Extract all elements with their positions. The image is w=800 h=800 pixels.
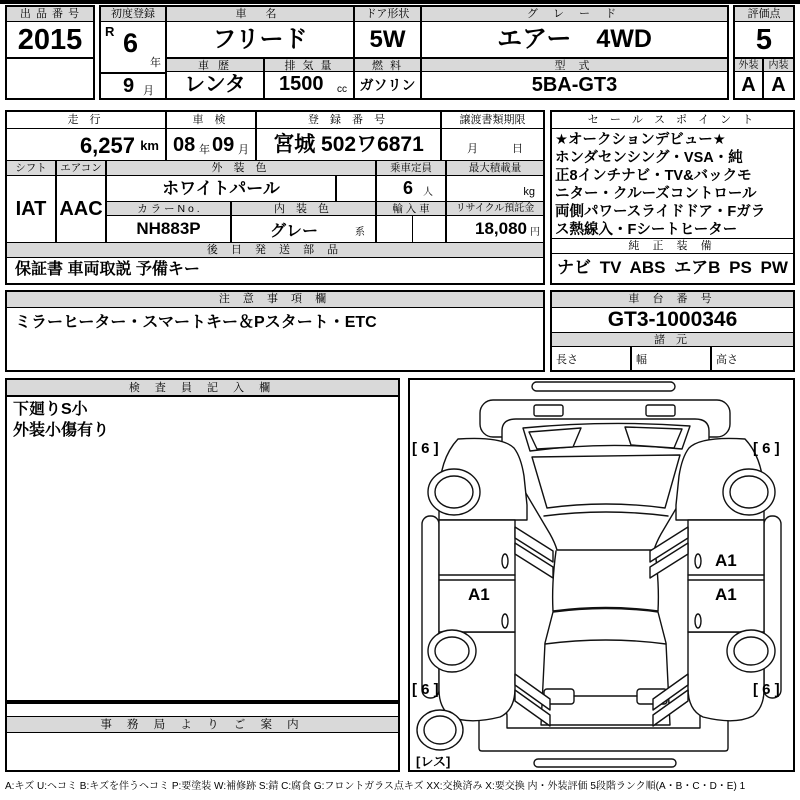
oem-equipment-value: ナビ TV ABS エアB PS PW — [557, 258, 788, 277]
capacity-cell — [377, 176, 447, 201]
later-parts-value: 保証書 車両取説 予備キー — [15, 261, 200, 278]
history-value: レンタ — [167, 72, 265, 98]
ext-color-sub-cell — [337, 176, 377, 201]
recycle-value: 18,080 — [475, 219, 527, 238]
car-name-label: 車 名 — [167, 7, 355, 22]
notes-text: ミラーヒーター・スマートキー＆Pスタート・ETC — [15, 314, 377, 331]
interior-grade-label: 内装 — [764, 57, 793, 72]
displacement-label: 排 気 量 — [265, 57, 355, 72]
shift-label: シフト — [7, 160, 57, 176]
recycle-unit: 円 — [530, 227, 540, 238]
car-diagram-svg — [410, 380, 793, 770]
fuel-label: 燃 料 — [355, 57, 422, 72]
payload-unit: kg — [523, 186, 535, 198]
capacity-value: 6 — [403, 178, 414, 198]
tire-depth-rear-right: [ 6 ] — [753, 681, 780, 698]
legend-text: A:キズ U:ヘコミ B:キズを伴うヘコミ P:要塗装 W:補修跡 S:錆 C:腐食 G:フロントガラス点キズ XX:交換済み X:要交換 内・外装評価 5段階ランク順(A・B・C・D・E) 1 — [5, 781, 746, 792]
vehicle-header-box — [99, 5, 729, 100]
chassis-box — [550, 290, 795, 372]
wheel-front-right-inner — [730, 476, 768, 508]
import-cell — [377, 216, 447, 242]
tire-depth-rear-left: [ 6 ] — [412, 681, 439, 698]
aircon-label: エアコン — [57, 160, 107, 176]
auction-number-label: 出 品 番 号 — [7, 7, 93, 22]
rear-bottom-bar — [534, 759, 676, 767]
door-handle-left-rear — [502, 614, 508, 628]
door-shape-value: 5W — [355, 22, 422, 57]
spec-height-label: 高さ — [716, 354, 738, 366]
sales-line: 正8インチナビ・TV&バックモ — [555, 168, 752, 184]
notes-box — [5, 290, 545, 372]
spare-tire-label: [レス] — [416, 754, 451, 769]
displacement-value: 1500 — [279, 73, 324, 95]
recycle-cell — [447, 216, 543, 242]
payload-label: 最大積載量 — [447, 160, 543, 176]
capacity-unit: 人 — [423, 187, 433, 198]
front-lamp-left — [534, 405, 563, 416]
score-label: 評価点 — [735, 7, 793, 22]
fuel-value: ガソリン — [355, 72, 422, 98]
front-lamp-right — [646, 405, 675, 416]
office-box — [5, 702, 400, 772]
hood-panel — [532, 455, 680, 508]
mileage-value: 6,257 — [79, 133, 135, 158]
transfer-cell — [442, 129, 543, 160]
model-code-label: 型 式 — [422, 57, 727, 72]
int-color-suffix: 系 — [355, 227, 365, 238]
sill-right — [764, 516, 781, 698]
exterior-grade-value: A — [735, 72, 764, 98]
roof-side-right — [655, 551, 658, 611]
mid-rule — [0, 0, 800, 4]
door-shape-label: ドア形状 — [355, 7, 422, 22]
wheel-front-left-inner — [435, 476, 473, 508]
notes-label: 注 意 事 項 欄 — [7, 292, 543, 308]
transfer-label: 譲渡書類期限 — [442, 112, 543, 129]
reg-no-label: 登 録 番 号 — [257, 112, 442, 129]
inspector-box — [5, 378, 400, 702]
sales-points-label: セ ー ル ス ポ イ ン ト — [552, 112, 793, 129]
door-handle-right-front — [695, 554, 701, 568]
wiper-zone-right — [625, 427, 682, 448]
spec-length-cell — [552, 347, 632, 370]
tire-depth-front-right: [ 6 ] — [753, 440, 780, 457]
first-reg-month-cell — [101, 72, 167, 98]
inspection-label: 車 検 — [167, 112, 257, 129]
ext-color-value: ホワイトパール — [107, 176, 337, 201]
reg-no-value: 宮城 502ワ6871 — [257, 129, 442, 160]
recycle-label: リサイクル預託金 — [447, 201, 543, 216]
mileage-unit: km — [140, 138, 159, 153]
displacement-unit: cc — [337, 84, 347, 95]
inspector-label: 検 査 員 記 入 欄 — [7, 380, 398, 397]
first-reg-year-unit: 年 — [150, 57, 161, 69]
color-no-value: NH883P — [107, 216, 232, 242]
score-value: 5 — [755, 24, 773, 56]
inspection-year-unit: 年 — [199, 144, 210, 156]
spec-length-label: 長さ — [556, 354, 578, 366]
color-no-label: カ ラ ー N o . — [107, 201, 232, 216]
transfer-day-label: 日 — [512, 143, 523, 155]
int-color-cell — [232, 216, 377, 242]
mileage-label: 走 行 — [7, 112, 167, 129]
first-reg-year: 6 — [123, 28, 139, 58]
import-cell-divider — [412, 216, 413, 242]
model-code-value: 5BA-GT3 — [531, 74, 618, 96]
car-name-value: フリード — [167, 22, 355, 57]
spec-label: 諸 元 — [552, 332, 793, 347]
first-reg-label: 初度登録 — [101, 7, 167, 22]
inspector-notes — [7, 397, 398, 700]
vehicle-info-box — [5, 110, 545, 285]
shift-value: IAT — [7, 176, 57, 242]
exterior-grade-label: 外装 — [735, 57, 764, 72]
score-box — [733, 5, 795, 100]
wiper-zone-left — [529, 428, 581, 449]
history-label: 車 歴 — [167, 57, 265, 72]
ext-color-label: 外 装 色 — [107, 160, 377, 176]
displacement-cell — [265, 72, 355, 98]
inspection-cell — [167, 129, 257, 160]
spare-tire-inner — [424, 716, 456, 744]
auction-number-empty-cell — [7, 57, 93, 98]
import-label: 輸 入 車 — [377, 201, 447, 216]
sales-line: ★オークションデビュー★ — [555, 132, 726, 148]
int-color-value: グレー — [270, 223, 319, 240]
first-reg-year-cell — [101, 22, 167, 72]
aircon-value: AAC — [57, 176, 107, 242]
auction-number-box — [5, 5, 95, 100]
grade-value: エアー 4WD — [497, 25, 652, 53]
wheel-rear-right-inner — [734, 637, 768, 665]
chassis-value: GT3-1000346 — [607, 308, 738, 331]
transfer-month-label: 月 — [467, 143, 478, 155]
door-handle-left-front — [502, 554, 508, 568]
payload-cell — [447, 176, 543, 201]
sales-line: ホンダセンシング・VSA・純 — [555, 150, 743, 166]
sales-line: ス熱線入・Fシートヒーター — [555, 222, 738, 238]
mileage-cell — [7, 129, 167, 160]
front-roof-bar — [532, 382, 675, 391]
grade-label: グ レ ー ド — [422, 7, 727, 22]
door-handle-right-rear — [695, 614, 701, 628]
spec-width-cell — [632, 347, 712, 370]
interior-grade-value: A — [771, 74, 786, 96]
damage-mark: A1 — [468, 585, 490, 604]
inspector-note-line: 外装小傷有り — [13, 422, 110, 439]
inspector-note-line: 下廻りS小 — [13, 401, 88, 418]
capacity-label: 乗車定員 — [377, 160, 447, 176]
first-reg-era: R — [105, 24, 115, 39]
spec-width-label: 幅 — [636, 354, 647, 366]
car-diagram-box — [408, 378, 795, 772]
wheel-rear-left-inner — [435, 637, 469, 665]
auction-number-value: 2015 — [17, 24, 83, 56]
sill-left — [422, 516, 439, 698]
damage-mark: A1 — [715, 551, 737, 570]
chassis-label: 車 台 番 号 — [552, 292, 793, 308]
int-color-label: 内 装 色 — [232, 201, 377, 216]
spec-height-cell — [712, 347, 793, 370]
sales-line: ニター・クルーズコントロール — [555, 186, 757, 202]
later-parts-label: 後 日 発 送 部 品 — [7, 242, 543, 258]
oem-equipment-label: 純 正 装 備 — [552, 238, 793, 254]
sales-points-box — [550, 110, 795, 285]
damage-mark: A1 — [715, 585, 737, 604]
sales-points-text — [552, 129, 793, 238]
office-label: 事 務 局 よ り ご 案 内 — [7, 716, 398, 733]
sales-line: 両側パワースライドドア・Fガラ — [555, 204, 766, 220]
inspection-month-unit: 月 — [238, 144, 249, 156]
first-reg-month: 9 — [123, 75, 135, 97]
tailgate — [541, 609, 670, 726]
tire-depth-front-left: [ 6 ] — [412, 440, 439, 457]
first-reg-month-unit: 月 — [143, 85, 154, 97]
inspection-month: 09 — [212, 134, 235, 156]
inspection-year: 08 — [173, 134, 196, 156]
